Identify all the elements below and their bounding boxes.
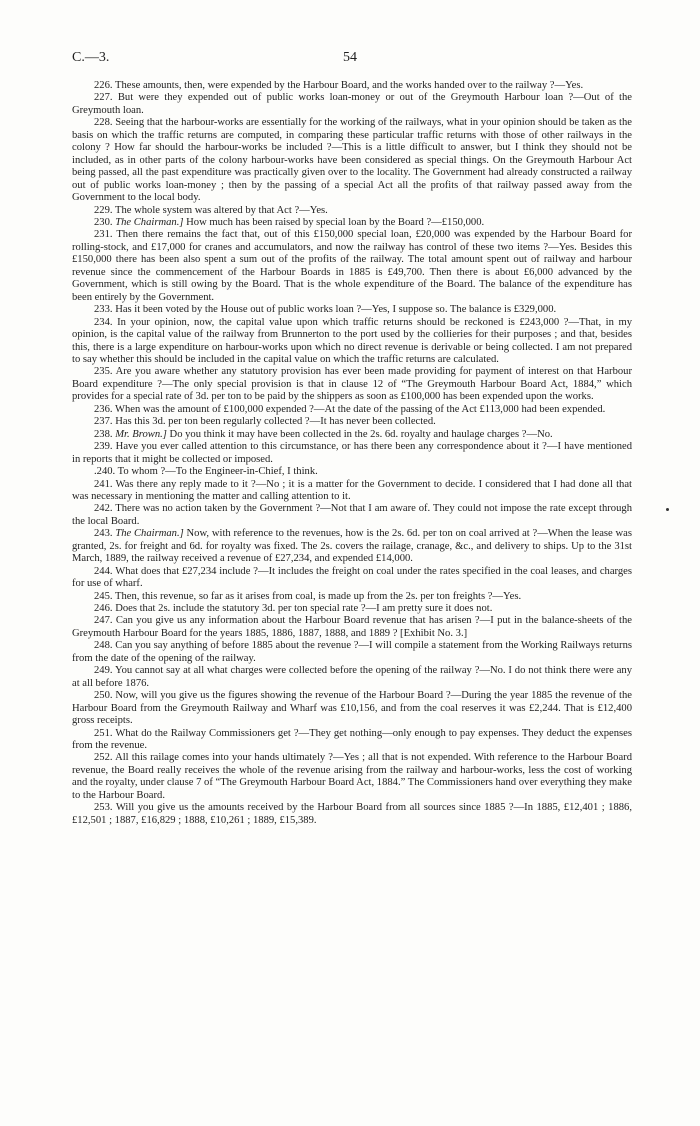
document-reference: C.—3. [72,50,110,65]
paragraph-text: 246. Does that 2s. include the statutory 3d. per ton special rate ?—I am pretty sure it does not. [94,603,493,615]
testimony-paragraph [72,479,632,504]
paragraph-text: 235. Are you aware whether any statutory provision has ever been made providing for payment of interest on that Harbour Board expenditure ?—The only special provision is that in clause 12 of “The Greymouth Harbour Board Act, 1884,” which provides for a special rate of 3d. per ton to be paid by the shippers as soon as £100,000 has been expended upon the works. [72,366,632,403]
paragraph-number: 243. [94,528,116,540]
testimony-paragraph [72,640,632,665]
paragraph-number: 230. [94,216,116,228]
paragraph-text: 237. Has this 3d. per ton been regularly collected ?—It has never been collected. [94,416,436,428]
paragraph-text: 247. Can you give us any information about the Harbour Board revenue that has arisen ?—I put in the balance-sheets of the Greymouth Harbour Board for the years 1885, 1886, 1887, 1888, and 1889 ? [Exhibit No. 3.] [72,615,632,639]
paragraph-text: 236. When was the amount of £100,000 expended ?—At the date of the passing of the Act £113,000 had been expended. [94,403,606,415]
paragraph-text: 249. You cannot say at all what charges were collected before the opening of the railway ?—No. I do not think there were any at all before 1876. [72,665,632,689]
testimony-paragraph [72,416,632,428]
testimony-paragraph [72,366,632,403]
testimony-paragraph [72,802,632,827]
paragraph-text: 241. Was there any reply made to it ?—No ; it is a matter for the Government to decide. I considered that I had done all that was necessary in mentioning the matter and calling attention to it. [72,478,632,502]
testimony-paragraph [72,615,632,640]
testimony-paragraph [72,80,632,92]
testimony-paragraph [72,217,632,229]
paragraph-text: Do you think it may have been collected in the 2s. 6d. royalty and haulage charges ?—No. [166,428,553,440]
testimony-paragraph [72,603,632,615]
speaker-label: The Chairman.] [115,528,184,540]
testimony-paragraph [72,591,632,603]
paragraph-text: 233. Has it been voted by the House out of public works loan ?—Yes, I suppose so. The balance is £329,000. [94,304,557,316]
testimony-paragraph [72,466,632,478]
paragraph-text: Now, with reference to the revenues, how is the 2s. 6d. per ton on coal arrived at ?—When the lease was granted, 2s. for freight and 6d. for royalty was fixed. The 2s. covers the railage, cranage, &c., and delivery to ships. Up to the 31st March, 1889, the railway received a revenue of £27,234, and expended £14,000. [72,528,633,565]
testimony-paragraph [72,441,632,466]
testimony-paragraph [72,205,632,217]
testimony-paragraph [72,566,632,591]
speaker-label: Mr. Brown.] [115,428,167,440]
speaker-label: The Chairman.] [115,216,184,228]
margin-dot [666,508,669,511]
testimony-paragraph [72,752,632,802]
testimony-paragraph [72,317,632,367]
paragraph-text: 248. Can you say anything of before 1885 about the revenue ?—I will compile a statement from the Working Railways returns from the date of the opening of the railway. [72,640,632,664]
paragraph-text: 251. What do the Railway Commissioners get ?—They get nothing—only enough to pay expenses. They deduct the expenses from the revenue. [72,727,632,752]
testimony-paragraph [72,404,632,416]
paragraph-text: 229. The whole system was altered by that Act ?—Yes. [94,204,328,216]
paragraph-text: 231. Then there remains the fact that, out of this £150,000 special loan, £20,000 was expended by the Harbour Board for rolling-stock, and £17,000 for cranes and accumulators, and now the railway has control of these two items ?—Yes. Besides this £150,000 there has been also spent a sum out of the profits of the railway. The total amount spent out of railway and harbour revenue since the commencement of the Harbour Boards in 1885 is £49,700. Then there is about £6,000 advanced by the Government, which is still owing by the Board. That is the whole expenditure of the Board. The balance of the expenditure has been entirely by the Government. [72,229,632,303]
paragraph-text: 252. All this railage comes into your hands ultimately ?—Yes ; all that is not expended. With reference to the Harbour Board revenue, the Board really receives the whole of the revenue arising from the railway and harbour-works, less the cost of working and the royalty, under clause 7 of “The Greymouth Harbour Board Act, 1884.” The Commissioners hand over everything they make to the Harbour Board. [72,752,632,801]
paragraph-number: 238. [94,428,116,440]
paragraph-text: 234. In your opinion, now, the capital value upon which traffic returns should be reckoned is £243,000 ?—That, in my opinion, is the capital value of the railway from Brunnerton to the port used by the collieries for their purposes ; and that, besides this, there is a large expenditure on harbour-works upon which no direct revenue is derivable or being collected. I am not prepared to say whether this should be included in the capital value on which the traffic returns are calculated. [72,316,632,365]
testimony-paragraph [72,528,632,565]
testimony-paragraph [72,728,632,753]
paragraph-text: .240. To whom ?—To the Engineer-in-Chief, I think. [94,466,318,478]
testimony-paragraph [72,665,632,690]
testimony-paragraph [72,429,632,441]
paragraph-text: 227. But were they expended out of public works loan-money or out of the Greymouth Harbour loan ?—Out of the Greymouth loan. [72,92,632,116]
page-number: 54 [343,50,357,65]
testimony-paragraph [72,229,632,304]
page-header [72,50,628,68]
paragraph-text: 228. Seeing that the harbour-works are essentially for the working of the railways, what in your opinion should be taken as the basis on which the traffic returns are computed, in comparing these particular traffic returns with those of other railways in the colony ? How far should the harbour-works be included ?—This is a little difficult to answer, but I think they should not be included, as in other parts of the colony harbour-works have been considered as special things. On the Greymouth Harbour Act being passed, all the past expenditure was practically given over to the locality. The Government had already constructed a railway out of public works loan-money ; then by the passing of a special Act all the profits of that railway passed away from the Government to the local body. [72,117,632,204]
paragraph-text: 242. There was no action taken by the Government ?—Not that I am aware of. They could not impose the rate except through the local Board. [72,503,632,527]
paragraph-text: 250. Now, will you give us the figures showing the revenue of the Harbour Board ?—During the year 1885 the revenue of the Harbour Board from the Greymouth Railway and Wharf was £10,156, and from the coal reserves it was £2,244. That is £12,400 gross receipts. [72,690,632,727]
testimony-paragraph [72,117,632,204]
document-body [72,80,632,827]
paragraph-text: 245. Then, this revenue, so far as it arises from coal, is made up from the 2s. per ton freights ?—Yes. [94,590,522,602]
paragraph-text: 239. Have you ever called attention to this circumstance, or has there been any correspondence about it ?—I have mentioned in reports that it might be collected or imposed. [72,441,632,465]
testimony-paragraph [72,503,632,528]
testimony-paragraph [72,690,632,727]
paragraph-text: 226. These amounts, then, were expended by the Harbour Board, and the works handed over to the railway ?—Yes. [94,80,584,91]
paragraph-text: 244. What does that £27,234 include ?—It includes the freight on coal under the rates specified in the coal leases, and charges for use of wharf. [72,565,632,590]
paragraph-text: 253. Will you give us the amounts received by the Harbour Board from all sources since 1885 ?—In 1885, £12,401 ; 1886, £12,501 ; 1887, £16,829 ; 1888, £10,261 ; 1889, £15,389. [72,802,632,826]
paragraph-text: How much has been raised by special loan by the Board ?—£150,000. [183,216,485,228]
testimony-paragraph [72,304,632,316]
testimony-paragraph [72,92,632,117]
